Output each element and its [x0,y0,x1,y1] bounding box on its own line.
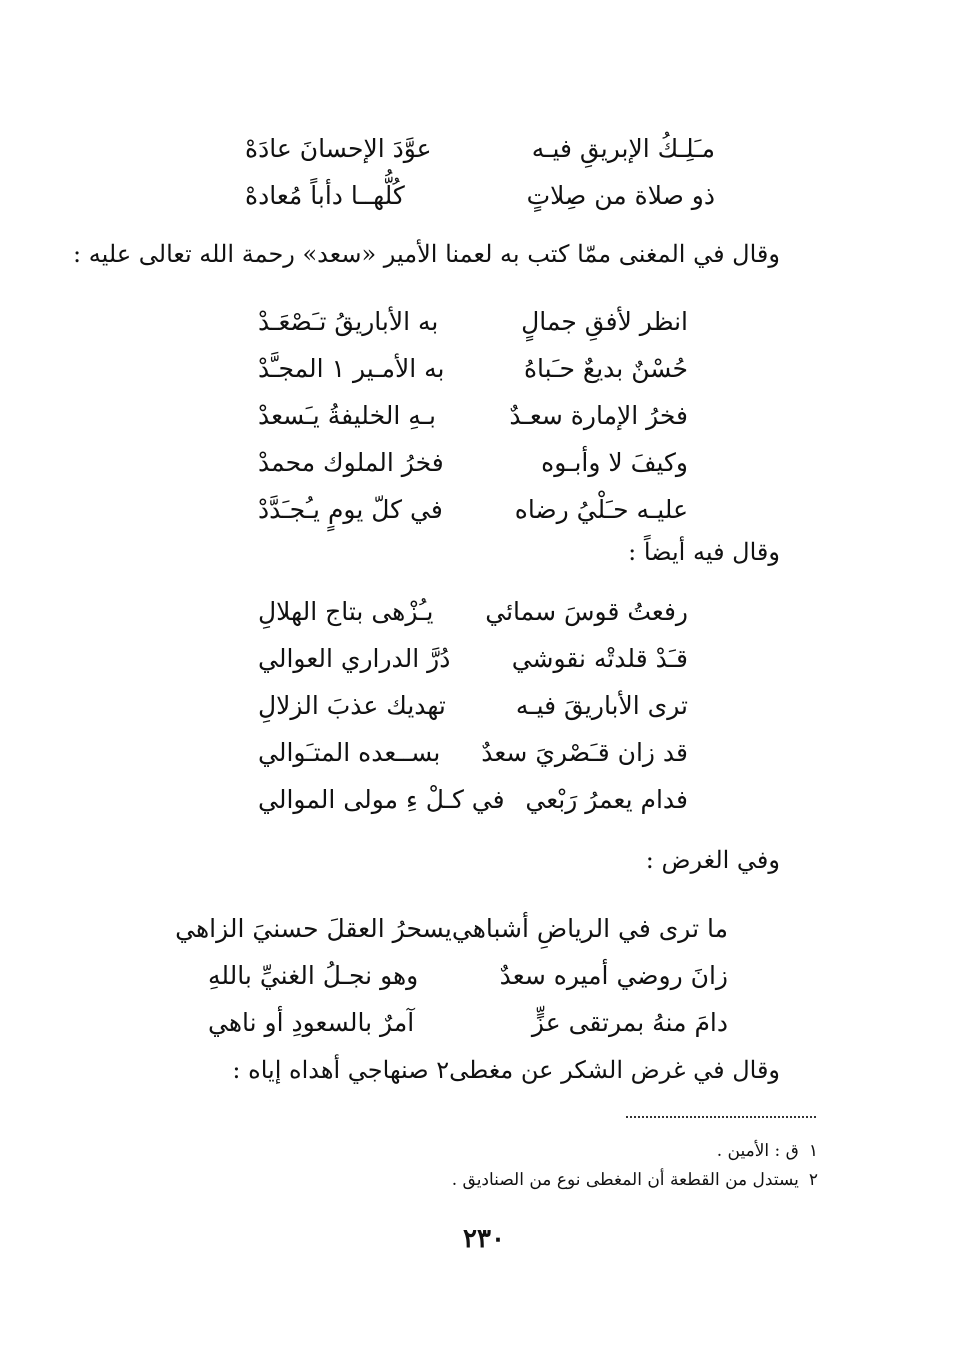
verse [258,486,688,533]
verse-first-hemistich: رفعتُ قوسَ سمائي [485,597,688,626]
verse-second-hemistich: بســعده المتـَوالي [258,738,441,767]
intro-line-4: وقال في غرض الشكر عن مغطى٢ صنهاجي أهداه إياه : [232,1056,780,1084]
verse-second-hemistich: آمرٌ بالسعودِ أو ناهي [208,1008,415,1037]
footnote-separator [626,1116,816,1118]
verse [245,172,715,219]
verse [258,392,688,439]
footnote-number: ١ [808,1141,818,1161]
verse-second-hemistich: بـهِ الخليفةُ يـَسعدْ [258,401,436,430]
verse [258,439,688,486]
footnote-2 [452,1170,818,1190]
verse-first-hemistich: وكيفَ لا وأبـوه [541,448,688,477]
poem-2 [258,298,688,533]
verse [245,125,715,172]
intro-line-2: وقال فيه أيضاً : [628,538,780,566]
verse-second-hemistich: في كلّ يومٍ يـُجـَدَّدْ [258,495,443,524]
verse-first-hemistich: زانَ روضي أميره سعدٌ [499,961,728,990]
intro-line-1: وقال في المغنى ممّا كتب به لعمنا الأمير «سعد» رحمة الله تعالى عليه : [73,240,780,268]
verse [258,298,688,345]
footnote-number: ٢ [808,1170,818,1190]
page-number: ٢٣٠ [463,1224,505,1254]
verse-second-hemistich: وهو نجـلُ الغنيِّ باللهِ [208,961,419,990]
verse-first-hemistich: مـَلِـكُ الإبريقِ فيـه [531,134,715,163]
verse [258,588,688,635]
verse-second-hemistich: يسحرُ العقلَ حسنيَ الزاهي [175,914,452,943]
verse-first-hemistich: حُسْنٌ بديعٌ حـَباهُ [523,354,688,383]
verse [208,999,728,1046]
verse-second-hemistich: تهديك عذبَ الزلالِ [258,691,446,720]
footnote-1 [717,1141,818,1161]
verse [258,635,688,682]
verse-first-hemistich: قد زان قـَصْريَ سعدٌ [481,738,688,767]
poem-3 [258,588,688,823]
verse [208,952,728,999]
verse-first-hemistich: قـَدْ قلدتْه نقوشي [511,644,688,673]
verse [258,345,688,392]
verse [258,776,688,823]
intro-line-3: وفي الغرض : [645,846,780,874]
verse [258,682,688,729]
verse-second-hemistich: به الأباريقُ تـَصْعَـدْ [258,307,439,336]
verse-first-hemistich: عليـه حـَلْيُ رضاه [514,495,688,524]
verse [258,729,688,776]
verse-second-hemistich: كُلُّهــا دأباً مُعادهْ [245,181,405,210]
verse-second-hemistich: به الأمـير ١ المجـَّدْ [258,354,445,383]
verse-second-hemistich: فخرُ الملوك محمدْ [258,448,444,477]
verse-first-hemistich: دامَ منهُ بمرتقى عزٍّ [531,1008,728,1037]
verse-first-hemistich: انظر لأفقِ جمالٍ [521,307,688,336]
poem-1 [245,125,715,219]
verse [175,905,728,952]
verse-first-hemistich: فخرُ الإمارة سعـدٌ [509,401,688,430]
verse-first-hemistich: ذو صلاة من صِلاتٍ [526,181,715,210]
verse-first-hemistich: ترى الأباريقَ فيـه [515,691,688,720]
verse-second-hemistich: يـُزْهى بتاج الهلالِ [258,597,434,626]
footnote-text: ق : الأمين . [716,1141,799,1161]
verse-second-hemistich: في كـلْ ءِ مولى الموالي [258,785,505,814]
verse-first-hemistich: ما ترى في الرياضِ أشباهي [451,914,728,943]
footnote-text: يستدل من القطعة أن المغطى نوع من الصناديق . [451,1170,799,1190]
verse-second-hemistich: دُرَّ الدراري العوالي [258,644,451,673]
verse-second-hemistich: عوَّدَ الإحسانَ عادَهْ [245,134,432,163]
poem-4 [175,905,728,1046]
verse-first-hemistich: فدام يعمرُ رَبْعي [525,785,688,814]
